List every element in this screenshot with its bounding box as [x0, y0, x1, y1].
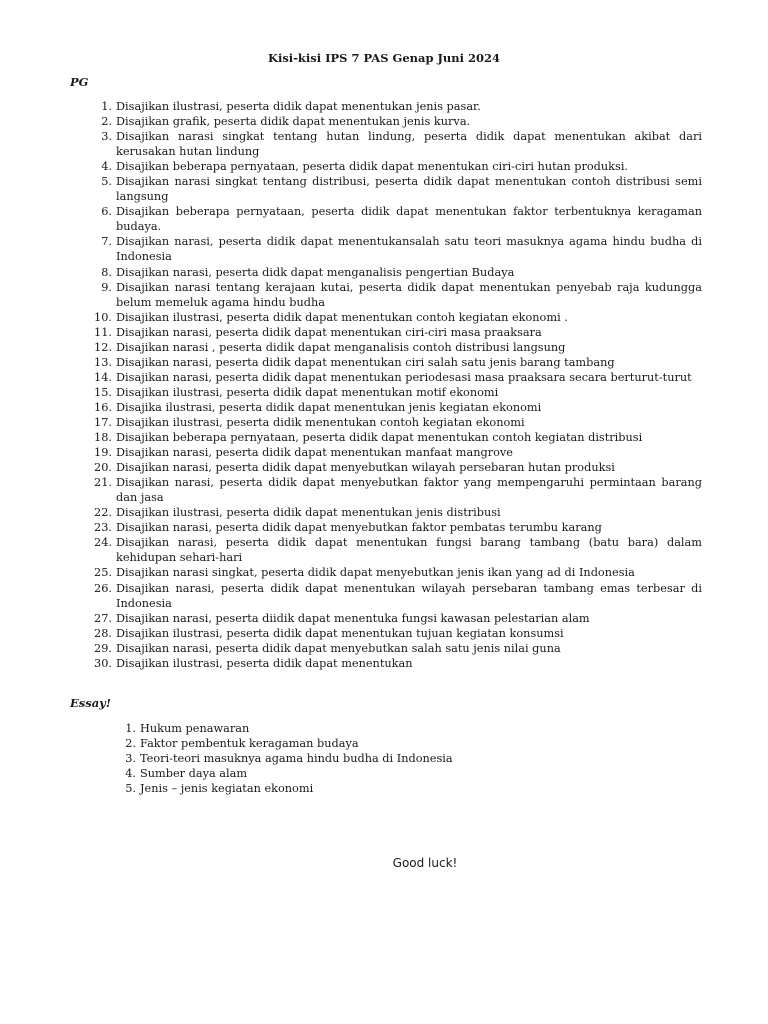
- pg-question-item: [70, 234, 702, 264]
- pg-question-item: [70, 460, 702, 475]
- pg-question-item-number: 16.: [94, 400, 112, 414]
- pg-question-item-text: Disajikan narasi tentang kerajaan kutai, peserta didik dapat menentukan penyebab raja kudungga belum memeluk agama hindu budha: [116, 280, 702, 309]
- essay-topic-item-number: 1.: [125, 722, 136, 735]
- essay-topic-list: [70, 721, 670, 796]
- essay-section-label: Essay!: [70, 696, 111, 710]
- pg-question-item: [70, 611, 702, 626]
- pg-question-item: [70, 129, 702, 159]
- pg-question-item: [70, 370, 702, 385]
- pg-question-item-number: 9.: [101, 280, 112, 294]
- pg-question-item-number: 13.: [94, 355, 112, 369]
- pg-question-item: [70, 355, 702, 370]
- document-title: Kisi-kisi IPS 7 PAS Genap Juni 2024: [267, 51, 501, 65]
- pg-question-item: [70, 505, 702, 520]
- pg-question-item: [70, 535, 702, 565]
- essay-topic-item-number: 3.: [125, 752, 136, 765]
- pg-question-item-text: Disajikan ilustrasi, peserta didik dapat menentukan: [116, 656, 413, 670]
- pg-question-item-number: 29.: [94, 641, 112, 655]
- pg-question-item-number: 6.: [101, 205, 112, 219]
- essay-topic-item-text: Jenis – jenis kegiatan ekonomi: [140, 782, 314, 795]
- essay-topic-item-text: Faktor pembentuk keragaman budaya: [140, 737, 359, 750]
- pg-question-item-text: Disajikan narasi, peserta didik dapat menentukansalah satu teori masuknya agama hindu budha di Indonesia: [116, 235, 702, 264]
- pg-question-item-number: 12.: [94, 340, 112, 354]
- pg-question-item-text: Disajika ilustrasi, peserta didik dapat menentukan jenis kegiatan ekonomi: [116, 400, 542, 414]
- pg-question-item-text: Disajikan narasi, peserta didik dapat menentukan wilayah persebaran tambang emas terbesar di Indonesia: [116, 581, 702, 610]
- pg-question-item-text: Disajikan narasi, peserta diidik dapat menentuka fungsi kawasan pelestarian alam: [116, 611, 590, 625]
- essay-topic-item: [70, 736, 670, 751]
- pg-question-item-text: Disajikan narasi singkat tentang distribusi, peserta didik dapat menentukan contoh distribusi semi langsung: [116, 175, 702, 204]
- essay-topic-item-number: 5.: [125, 782, 136, 795]
- pg-question-item-number: 15.: [94, 385, 112, 399]
- pg-question-item: [70, 310, 702, 325]
- essay-topic-item-number: 4.: [125, 767, 136, 780]
- pg-question-item-text: Disajikan narasi, peserta didik dapat menyebutkan faktor yang mempengaruhi permintaan barang dan jasa: [116, 476, 702, 505]
- pg-question-item-text: Disajikan narasi, peserta didik dapat menentukan manfaat mangrove: [116, 446, 513, 460]
- pg-question-item-number: 28.: [94, 626, 112, 640]
- pg-question-item-number: 24.: [94, 536, 112, 550]
- pg-question-item-number: 30.: [94, 656, 112, 670]
- pg-question-item-number: 25.: [94, 566, 112, 580]
- pg-question-item: [70, 400, 702, 415]
- pg-question-item: [70, 565, 702, 580]
- essay-topic-item: [70, 781, 670, 796]
- pg-question-item: [70, 114, 702, 129]
- pg-question-item-text: Disajikan ilustrasi, peserta didik dapat menentukan jenis distribusi: [116, 506, 501, 520]
- pg-question-item-number: 2.: [101, 115, 112, 129]
- pg-question-item-text: Disajikan ilustrasi, peserta didik dapat menentukan contoh kegiatan ekonomi .: [116, 310, 568, 324]
- pg-question-item: [70, 265, 702, 280]
- pg-question-item: [70, 325, 702, 340]
- pg-question-item: [70, 280, 702, 310]
- pg-question-item-text: Disajikan narasi, peserta didik dapat menentukan ciri salah satu jenis barang tambang: [116, 355, 615, 369]
- pg-question-item: [70, 415, 702, 430]
- pg-question-item: [70, 340, 702, 355]
- pg-question-item-text: Disajikan beberapa pernyataan, peserta didik dapat menentukan contoh kegiatan distribusi: [116, 431, 643, 445]
- pg-question-item-number: 21.: [94, 476, 112, 490]
- pg-question-item-number: 26.: [94, 581, 112, 595]
- pg-question-item: [70, 626, 702, 641]
- pg-question-item: [70, 581, 702, 611]
- pg-question-item-text: Disajikan narasi, peserta didik dapat menentukan ciri-ciri masa praaksara: [116, 325, 542, 339]
- pg-question-item: [70, 430, 702, 445]
- pg-question-item-number: 23.: [94, 521, 112, 535]
- pg-question-item-text: Disajikan narasi, peserta didik dapat menyebutkan salah satu jenis nilai guna: [116, 641, 561, 655]
- pg-question-item-number: 5.: [101, 175, 112, 189]
- pg-question-item-number: 18.: [94, 431, 112, 445]
- essay-topic-item-number: 2.: [125, 737, 136, 750]
- pg-question-item-number: 14.: [94, 370, 112, 384]
- pg-question-item-text: Disajikan narasi, peserta didk dapat menganalisis pengertian Budaya: [116, 265, 515, 279]
- pg-question-item-text: Disajikan grafik, peserta didik dapat menentukan jenis kurva.: [116, 115, 471, 129]
- pg-question-item-number: 27.: [94, 611, 112, 625]
- essay-topic-item-text: Hukum penawaran: [140, 722, 250, 735]
- pg-question-item-text: Disajikan beberapa pernyataan, peserta didik dapat menentukan ciri-ciri hutan produksi.: [116, 160, 629, 174]
- pg-question-item: [70, 174, 702, 204]
- pg-question-item-number: 19.: [94, 446, 112, 460]
- essay-topic-item-text: Sumber daya alam: [140, 767, 248, 780]
- pg-question-item-text: Disajikan narasi singkat, peserta didik dapat menyebutkan jenis ikan yang ad di Indonesia: [116, 566, 635, 580]
- pg-question-item: [70, 641, 702, 656]
- pg-section-label: PG: [70, 75, 89, 89]
- pg-question-item: [70, 520, 702, 535]
- pg-question-item-number: 20.: [94, 461, 112, 475]
- pg-question-item: [70, 475, 702, 505]
- pg-question-item-text: Disajikan ilustrasi, peserta didik dapat menentukan tujuan kegiatan konsumsi: [116, 626, 564, 640]
- pg-question-item-text: Disajikan narasi , peserta didik dapat menganalisis contoh distribusi langsung: [116, 340, 566, 354]
- pg-question-item-text: Disajikan beberapa pernyataan, peserta didik dapat menentukan faktor terbentuknya keragaman budaya.: [116, 205, 702, 234]
- pg-question-item-number: 17.: [94, 415, 112, 429]
- essay-topic-item-text: Teori-teori masuknya agama hindu budha di Indonesia: [140, 752, 453, 765]
- pg-question-item: [70, 159, 702, 174]
- pg-question-item-number: 7.: [101, 235, 112, 249]
- pg-question-list: [70, 99, 702, 671]
- pg-question-item-text: Disajikan narasi singkat tentang hutan lindung, peserta didik dapat menentukan akibat dari kerusakan hutan lindung: [116, 130, 702, 159]
- essay-topic-item: [70, 751, 670, 766]
- pg-question-item-text: Disajikan narasi, peserta didik dapat menentukan periodesasi masa praaksara secara berturut-turut: [116, 370, 692, 384]
- pg-question-item-text: Disajikan narasi, peserta didik dapat menentukan fungsi barang tambang (batu bara) dalam kehidupan sehari-hari: [116, 536, 702, 565]
- essay-topic-item: [70, 721, 670, 736]
- pg-question-item: [70, 445, 702, 460]
- pg-question-item-text: Disajikan ilustrasi, peserta didik dapat menentukan jenis pasar.: [116, 100, 481, 113]
- pg-question-item: [70, 656, 702, 671]
- pg-question-item-text: Disajikan ilustrasi, peserta didik menentukan contoh kegiatan ekonomi: [116, 415, 525, 429]
- pg-question-item: [70, 385, 702, 400]
- pg-question-item-number: 1.: [101, 100, 112, 113]
- pg-question-item-text: Disajikan narasi, peserta didik dapat menyebutkan wilayah persebaran hutan produksi: [116, 461, 615, 475]
- pg-question-item-number: 8.: [101, 265, 112, 279]
- essay-topic-item: [70, 766, 670, 781]
- pg-question-item: [70, 204, 702, 234]
- pg-question-item-number: 4.: [101, 160, 112, 174]
- pg-question-item-number: 10.: [94, 310, 112, 324]
- pg-question-item-number: 11.: [94, 325, 112, 339]
- closing-text: Good luck!: [392, 856, 458, 870]
- pg-question-item-text: Disajikan narasi, peserta didik dapat menyebutkan faktor pembatas terumbu karang: [116, 521, 602, 535]
- pg-question-item-number: 22.: [94, 506, 112, 520]
- pg-question-item: [70, 99, 702, 114]
- pg-question-item-text: Disajikan ilustrasi, peserta didik dapat menentukan motif ekonomi: [116, 385, 499, 399]
- pg-question-item-number: 3.: [101, 130, 112, 144]
